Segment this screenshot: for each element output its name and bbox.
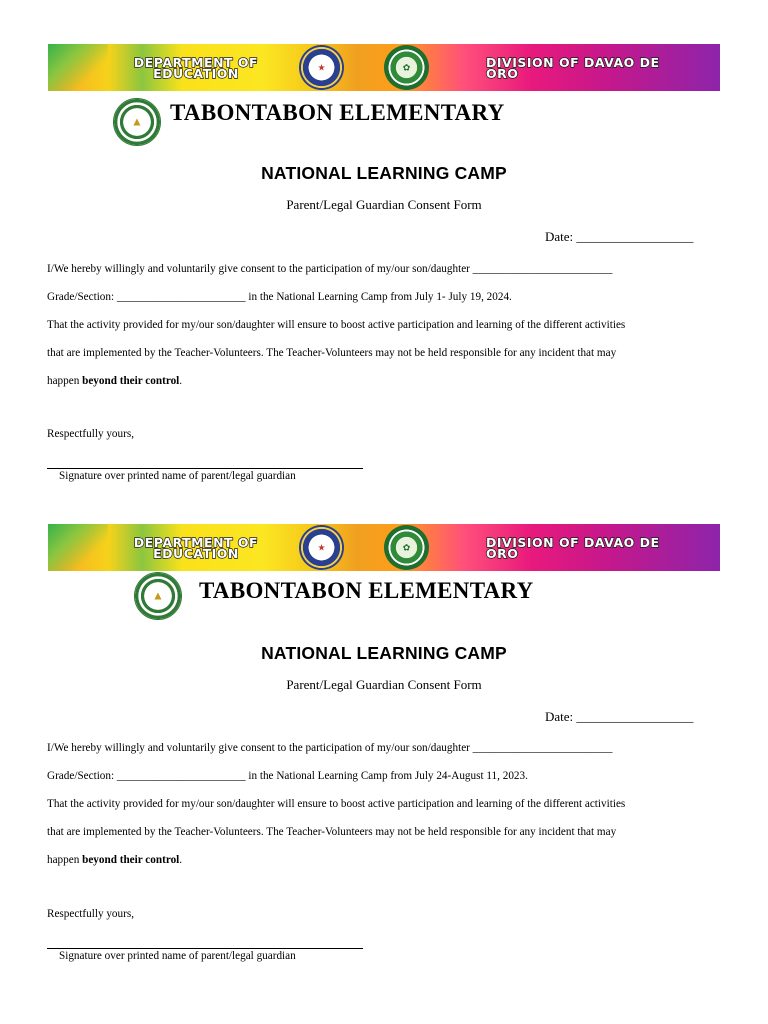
deped-banner	[48, 524, 720, 571]
form-subtitle: Parent/Legal Guardian Consent Form	[286, 197, 482, 212]
activity-line-2: that are implemented by the Teacher-Volunteers. The Teacher-Volunteers may not be held responsible for any incident that may	[47, 826, 617, 838]
davao-de-oro-seal-icon: ✿	[384, 45, 429, 90]
activity-line-1: That the activity provided for my/our son/daughter will ensure to boost active participation and learning of the different activities	[47, 319, 626, 331]
activity-line-3-prefix: happen	[47, 375, 83, 387]
consent-form-1	[0, 44, 768, 524]
banner-left-text: DEPARTMENT OF EDUCATION	[133, 535, 259, 561]
signature-caption: Signature over printed name of parent/legal guardian	[59, 950, 296, 962]
school-header	[0, 572, 768, 622]
form-subtitle: Parent/Legal Guardian Consent Form	[286, 677, 482, 692]
activity-line-2: that are implemented by the Teacher-Volunteers. The Teacher-Volunteers may not be held responsible for any incident that may	[47, 347, 617, 359]
activity-line-3-bold: beyond their control	[82, 375, 180, 387]
signature-caption: Signature over printed name of parent/legal guardian	[59, 470, 296, 482]
form-title: NATIONAL LEARNING CAMP	[261, 163, 507, 183]
activity-line-3	[47, 854, 182, 866]
activity-line-3	[47, 375, 182, 387]
activity-line-1: That the activity provided for my/our son/daughter will ensure to boost active participation and learning of the different activities	[47, 798, 626, 810]
school-name: TABONTABON ELEMENTARY	[199, 578, 534, 603]
signature-line[interactable]	[47, 468, 363, 469]
school-logo-icon: ▲	[134, 572, 182, 620]
form-title: NATIONAL LEARNING CAMP	[261, 643, 507, 663]
activity-line-3-suffix: .	[179, 375, 183, 387]
banner-right-text: DIVISION OF DAVAO DE ORO	[486, 535, 660, 561]
grade-section-line: Grade/Section: _______________________ in the National Learning Camp from July 1- July 19, 2024.	[47, 291, 512, 303]
school-logo-icon: ▲	[113, 98, 161, 146]
activity-line-3-suffix: .	[179, 854, 183, 866]
banner-stripe	[48, 524, 108, 571]
consent-line: I/We hereby willingly and voluntarily give consent to the participation of my/our son/daughter _________________________	[47, 742, 613, 754]
closing-text: Respectfully yours,	[47, 908, 134, 920]
activity-line-3-prefix: happen	[47, 854, 83, 866]
consent-line: I/We hereby willingly and voluntarily give consent to the participation of my/our son/daughter _________________________	[47, 263, 613, 275]
consent-form-2	[0, 524, 768, 1004]
banner-right-text: DIVISION OF DAVAO DE ORO	[486, 55, 660, 81]
davao-de-oro-seal-icon: ✿	[384, 525, 429, 570]
date-field[interactable]: Date: __________________	[545, 709, 694, 724]
signature-line[interactable]	[47, 948, 363, 949]
activity-line-3-bold: beyond their control	[82, 854, 180, 866]
banner-left-text: DEPARTMENT OF EDUCATION	[133, 55, 259, 81]
deped-banner	[48, 44, 720, 91]
deped-seal-icon: ★	[299, 45, 344, 90]
closing-text: Respectfully yours,	[47, 428, 134, 440]
school-name: TABONTABON ELEMENTARY	[170, 100, 505, 125]
school-header	[0, 98, 768, 148]
grade-section-line: Grade/Section: _______________________ in the National Learning Camp from July 24-August 11, 2023.	[47, 770, 528, 782]
date-field[interactable]: Date: __________________	[545, 229, 694, 244]
banner-stripe	[48, 44, 108, 91]
deped-seal-icon: ★	[299, 525, 344, 570]
